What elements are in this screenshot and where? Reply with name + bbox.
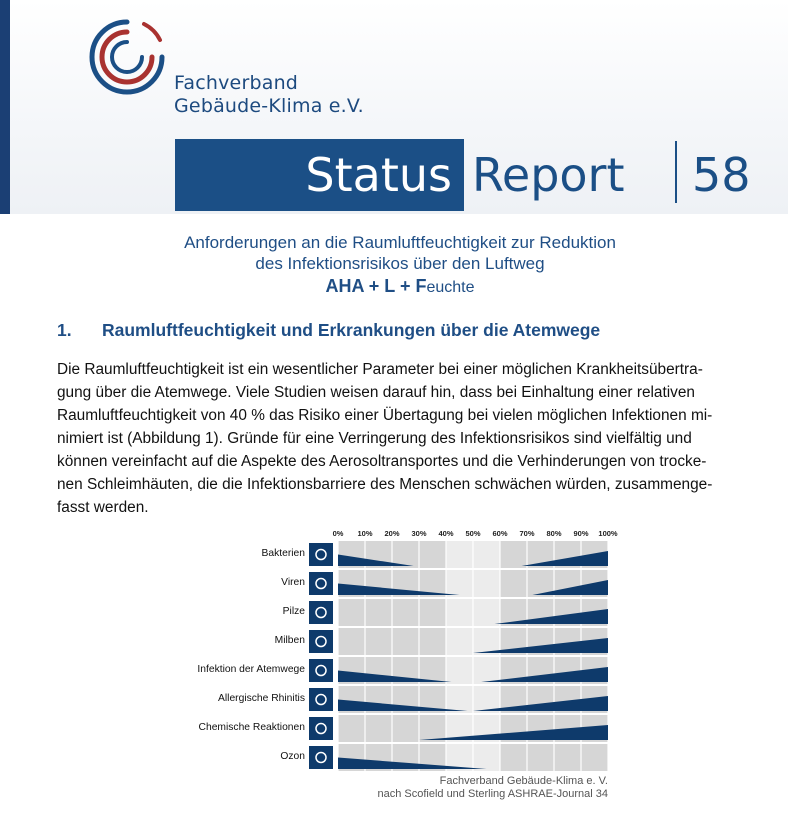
bacteria-icon xyxy=(309,543,333,566)
x-tick-label: 40% xyxy=(438,529,454,538)
report-number: 58 xyxy=(692,148,751,202)
x-tick-label: 80% xyxy=(546,529,562,538)
row-label: Pilze xyxy=(282,605,305,617)
section-heading xyxy=(57,320,600,341)
body-line: gung über die Atemwege. Viele Studien weisen darauf hin, dass bei Einhaltung einer relativen xyxy=(57,384,695,401)
subtitle-line1: Anforderungen an die Raumluftfeuchtigkeit zur Reduktion xyxy=(184,233,616,252)
row-label: Milben xyxy=(274,634,305,646)
source-line1: Fachverband Gebäude-Klima e. V. xyxy=(439,775,608,787)
figure-source xyxy=(300,775,608,801)
aha-formula-rest: euchte xyxy=(426,279,475,296)
x-tick-label: 90% xyxy=(573,529,589,538)
x-tick-label: 30% xyxy=(411,529,427,538)
x-tick-label: 0% xyxy=(332,529,344,538)
x-tick-label: 100% xyxy=(598,529,618,538)
x-tick-label: 70% xyxy=(519,529,535,538)
body-paragraph xyxy=(57,358,752,519)
body-line: nimiert ist (Abbildung 1). Gründe für eine Verringerung des Infektionsrisikos sind vielfältig und xyxy=(57,430,692,447)
virus-icon xyxy=(309,572,333,595)
body-line: Die Raumluftfeuchtigkeit ist ein wesentlicher Parameter bei einer möglichen Krankheitsübertra- xyxy=(57,361,703,378)
report-word: Report xyxy=(472,148,625,202)
nose-icon xyxy=(309,688,333,711)
body-line: fasst werden. xyxy=(57,499,149,516)
mites-icon xyxy=(309,630,333,653)
title-divider xyxy=(675,141,677,203)
row-label: Chemische Reaktionen xyxy=(198,721,305,733)
section-title: Raumluftfeuchtigkeit und Erkrankungen über die Atemwege xyxy=(102,320,601,340)
section-number: 1. xyxy=(57,320,72,340)
row-label: Ozon xyxy=(280,750,305,762)
header-accent-bar xyxy=(0,0,10,214)
source-line2: nach Scofield und Sterling ASHRAE-Journal 34 xyxy=(377,788,608,800)
status-word: Status xyxy=(305,148,452,202)
row-label: Infektion der Atemwege xyxy=(197,663,305,675)
row-label: Allergische Rhinitis xyxy=(218,692,305,704)
org-name-line2: Gebäude-Klima e.V. xyxy=(174,95,364,117)
aha-formula xyxy=(0,274,800,300)
row-label: Viren xyxy=(281,576,305,588)
aha-formula-bold: AHA + L + F xyxy=(325,276,427,296)
x-tick-label: 60% xyxy=(492,529,508,538)
fungi-icon xyxy=(309,601,333,624)
x-tick-label: 50% xyxy=(465,529,481,538)
lungs-icon xyxy=(309,659,333,682)
status-label-box xyxy=(175,139,464,211)
x-tick-label: 20% xyxy=(384,529,400,538)
body-line: Raumluftfeuchtigkeit von 40 % das Risiko einer Übertagung bei vielen möglichen Infektionen mi- xyxy=(57,407,713,424)
hand-icon xyxy=(309,717,333,740)
document-subtitle xyxy=(0,232,800,300)
row-label: Bakterien xyxy=(261,547,305,559)
org-name-line1: Fachverband xyxy=(174,72,299,94)
humidity-risk-chart xyxy=(183,522,623,812)
ozone-icon xyxy=(309,746,333,769)
body-line: können vereinfacht auf die Aspekte des Aerosoltransportes und die Verhinderungen von trocke- xyxy=(57,453,707,470)
x-tick-label: 10% xyxy=(357,529,373,538)
subtitle-line2: des Infektionsrisikos über den Luftweg xyxy=(255,254,545,273)
organization-name xyxy=(174,72,364,118)
body-line: nen Schleimhäuten, die die Infektionsbarriere des Menschen schwächen würden, zusammenge- xyxy=(57,476,713,493)
fgk-logo-icon xyxy=(82,12,172,102)
